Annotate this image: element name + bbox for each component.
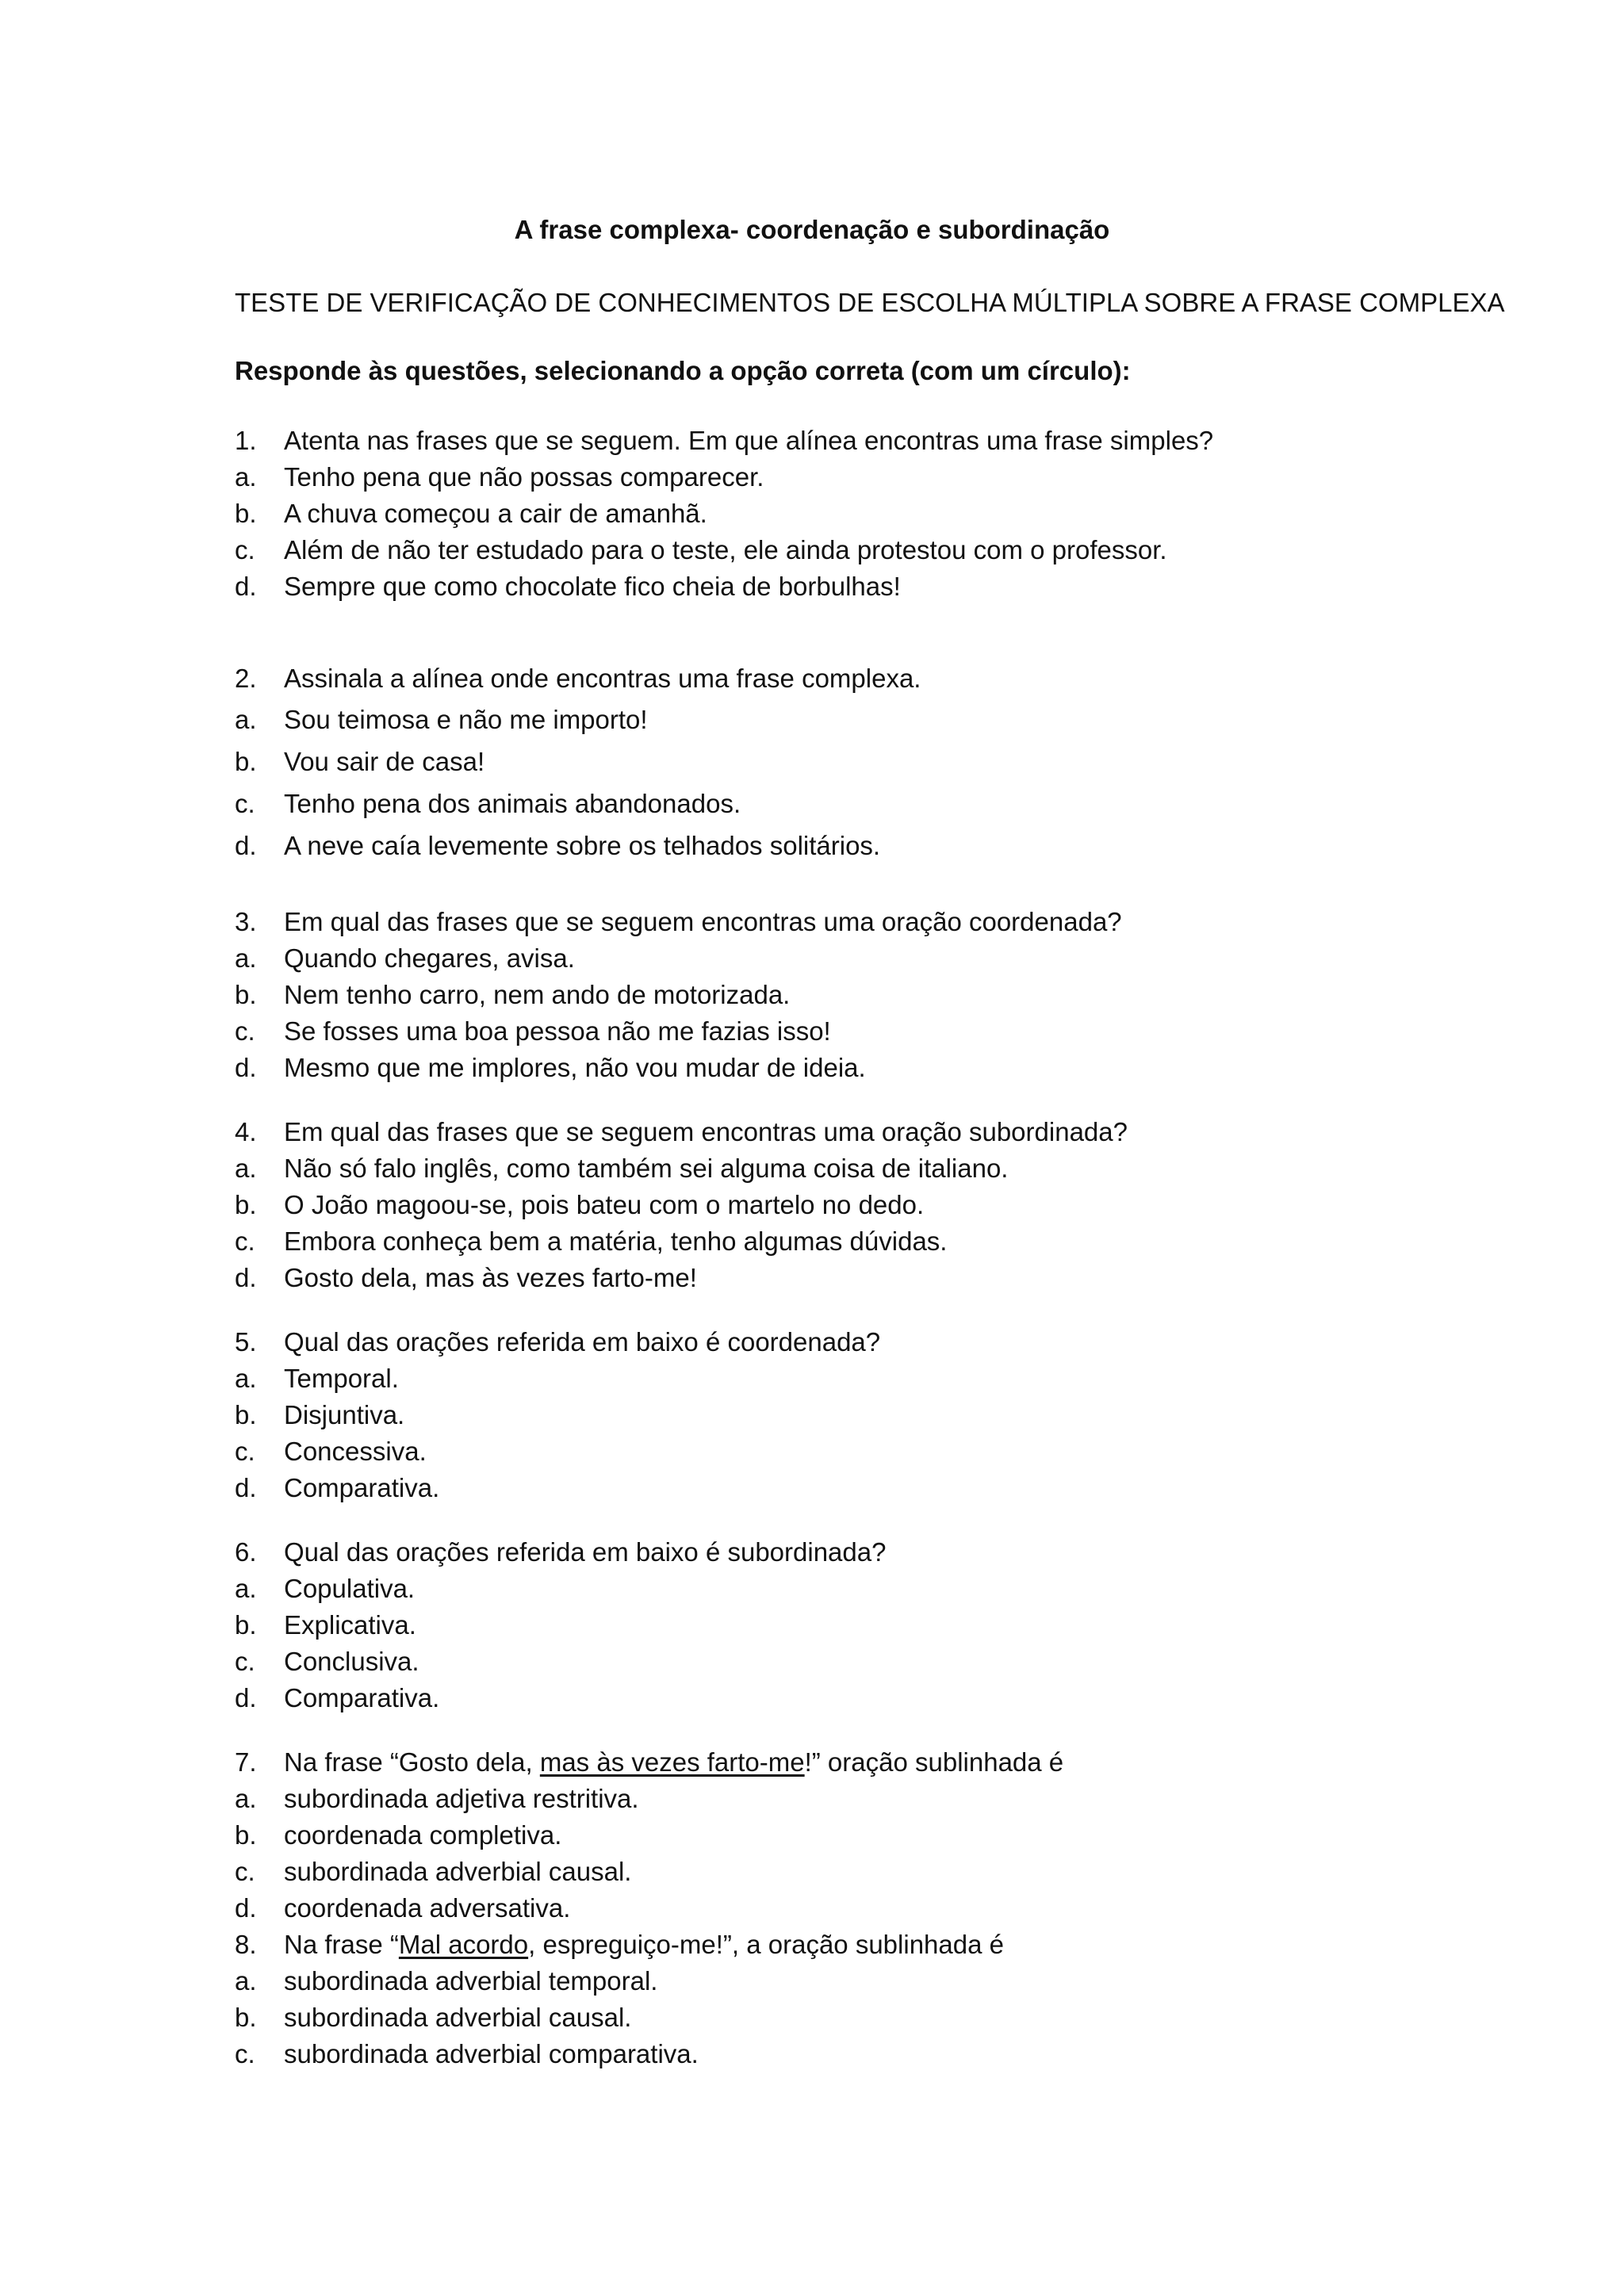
option-letter: a. [235,462,257,492]
option-text: Comparativa. [284,1473,440,1502]
option-letter: b. [235,1610,257,1640]
question-number: 5. [235,1327,257,1357]
option-2a [235,702,648,737]
option-text: Sou teimosa e não me importo! [284,705,648,734]
option-letter: c. [235,1437,255,1466]
option-text: Tenho pena dos animais abandonados. [284,789,741,818]
option-letter: d. [235,831,257,860]
option-7c [235,1854,631,1889]
option-text: Copulativa. [284,1574,416,1603]
option-letter: a. [235,1574,257,1603]
option-text: subordinada adjetiva restritiva. [284,1784,639,1813]
question-1 [235,423,1213,458]
option-text: Além de não ter estudado para o teste, ele ainda protestou com o professor. [284,535,1167,564]
option-letter: b. [235,499,257,528]
option-2c [235,786,741,821]
option-letter: b. [235,747,257,776]
option-letter: c. [235,789,255,818]
option-5b [235,1398,404,1433]
option-text: Gosto dela, mas às vezes farto-me! [284,1263,697,1292]
option-letter: a. [235,1364,257,1393]
question-8 [235,1927,1004,1962]
option-8a [235,1964,657,1999]
option-6b [235,1608,416,1643]
option-text: Conclusiva. [284,1647,419,1676]
option-6a [235,1571,415,1606]
option-8c [235,2037,699,2072]
option-letter: a. [235,1966,257,1996]
option-text: Disjuntiva. [284,1400,405,1429]
option-letter: c. [235,535,255,564]
option-2d [235,828,880,863]
option-4c [235,1224,947,1259]
question-text: Atenta nas frases que se seguem. Em que alínea encontras uma frase simples? [284,426,1214,455]
question-7 [235,1745,1063,1780]
question-text: Qual das orações referida em baixo é subordinada? [284,1537,887,1567]
option-4a [235,1151,1008,1186]
option-2b [235,744,485,779]
option-text: Concessiva. [284,1437,427,1466]
option-letter: b. [235,980,257,1009]
option-7d [235,1891,570,1926]
question-text-start: Na frase “ [284,1930,399,1959]
option-text: subordinada adverbial causal. [284,1857,632,1886]
option-text: Tenho pena que não possas comparecer. [284,462,764,492]
option-text: coordenada completiva. [284,1820,562,1850]
option-1d [235,569,901,604]
option-4d [235,1261,697,1295]
option-text: Vou sair de casa! [284,747,485,776]
option-text: Sempre que como chocolate fico cheia de borbulhas! [284,572,901,601]
option-letter: d. [235,1053,257,1082]
question-number: 4. [235,1117,257,1146]
question-number: 7. [235,1747,257,1777]
question-number: 3. [235,907,257,936]
document-title: A frase complexa- coordenação e subordinação [514,215,1110,244]
instructions: Responde às questões, selecionando a opção correta (com um círculo): [235,356,1131,385]
question-4 [235,1115,1128,1150]
option-7b [235,1818,561,1853]
option-text: Nem tenho carro, nem ando de motorizada. [284,980,791,1009]
option-1a [235,460,764,495]
option-letter: b. [235,1820,257,1850]
option-letter: a. [235,1154,257,1183]
question-text: Em qual das frases que se seguem encontras uma oração coordenada? [284,907,1122,936]
option-letter: d. [235,572,257,601]
question-number: 8. [235,1930,257,1959]
option-text: Não só falo inglês, como também sei alguma coisa de italiano. [284,1154,1009,1183]
question-number: 2. [235,664,257,693]
option-text: Mesmo que me implores, não vou mudar de ideia. [284,1053,866,1082]
option-text: subordinada adverbial comparativa. [284,2039,699,2068]
option-5d [235,1471,439,1506]
question-5 [235,1325,880,1360]
option-letter: a. [235,705,257,734]
option-text: Se fosses uma boa pessoa não me fazias isso! [284,1016,831,1046]
option-5c [235,1434,427,1469]
option-letter: a. [235,1784,257,1813]
option-1b [235,496,707,531]
option-letter: b. [235,2003,257,2032]
option-letter: c. [235,1857,255,1886]
option-letter: c. [235,1226,255,1256]
option-letter: d. [235,1263,257,1292]
question-text-start: Na frase “Gosto dela, [284,1747,540,1777]
option-5a [235,1361,399,1396]
option-letter: c. [235,1647,255,1676]
option-3b [235,978,790,1012]
underlined-clause: Mal acordo [398,1930,529,1959]
option-8b [235,2000,631,2035]
option-7a [235,1781,639,1816]
option-4b [235,1188,924,1223]
option-letter: a. [235,943,257,973]
question-2 [235,661,921,696]
underlined-clause: mas às vezes farto-me [539,1747,805,1777]
option-3c [235,1014,831,1049]
option-1c [235,533,1167,568]
question-text-end: , espreguiço-me!”, a oração sublinhada é [528,1930,1004,1959]
option-letter: c. [235,1016,255,1046]
option-letter: d. [235,1683,257,1712]
option-letter: c. [235,2039,255,2068]
option-6d [235,1681,439,1716]
option-text: coordenada adversativa. [284,1893,571,1923]
question-number: 1. [235,426,257,455]
option-text: Comparativa. [284,1683,440,1712]
option-text: A chuva começou a cair de amanhã. [284,499,707,528]
option-text: O João magoou-se, pois bateu com o martelo no dedo. [284,1190,925,1219]
option-6c [235,1644,419,1679]
option-text: subordinada adverbial causal. [284,2003,632,2032]
option-text: Temporal. [284,1364,399,1393]
question-text: Qual das orações referida em baixo é coordenada? [284,1327,881,1357]
option-text: Quando chegares, avisa. [284,943,575,973]
option-text: A neve caía levemente sobre os telhados solitários. [284,831,881,860]
option-text: subordinada adverbial temporal. [284,1966,658,1996]
option-3a [235,941,575,976]
question-number: 6. [235,1537,257,1567]
question-text: Em qual das frases que se seguem encontras uma oração subordinada? [284,1117,1128,1146]
test-subtitle: TESTE DE VERIFICAÇÃO DE CONHECIMENTOS DE ESCOLHA MÚLTIPLA SOBRE A FRASE COMPLEXA [235,288,1505,317]
question-3 [235,905,1122,939]
question-text: Assinala a alínea onde encontras uma frase complexa. [284,664,921,693]
option-text: Embora conheça bem a matéria, tenho algumas dúvidas. [284,1226,948,1256]
option-letter: b. [235,1190,257,1219]
option-letter: b. [235,1400,257,1429]
option-text: Explicativa. [284,1610,416,1640]
question-6 [235,1535,886,1570]
option-3d [235,1050,866,1085]
question-text-end: !” oração sublinhada é [804,1747,1064,1777]
option-letter: d. [235,1473,257,1502]
option-letter: d. [235,1893,257,1923]
